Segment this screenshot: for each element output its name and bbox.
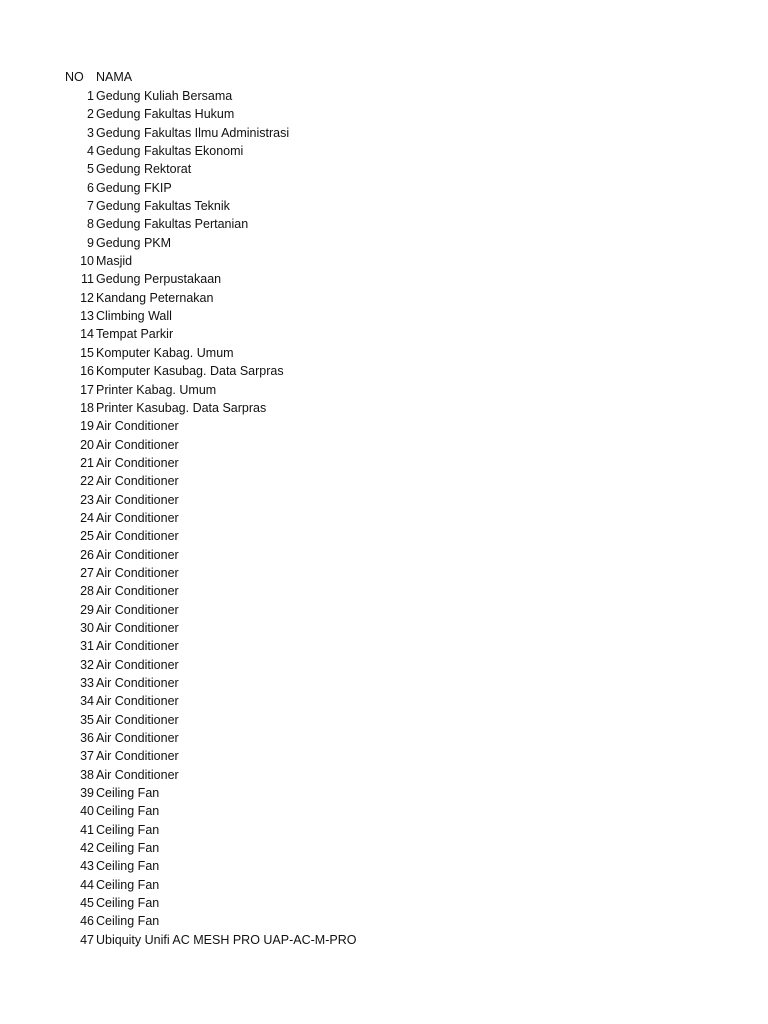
row-number: 45: [80, 896, 94, 911]
row-name: Air Conditioner: [96, 437, 179, 452]
table-row: [0, 729, 768, 747]
table-row: [0, 362, 768, 380]
row-name: Air Conditioner: [96, 602, 179, 617]
row-number: 12: [80, 290, 94, 305]
table-row: [0, 344, 768, 362]
table-row: [0, 399, 768, 417]
row-number: 33: [80, 676, 94, 690]
table-row: [0, 509, 768, 527]
table-row: [0, 674, 768, 692]
row-number: 19: [80, 419, 94, 434]
table-body: [0, 87, 768, 949]
row-name: Gedung Fakultas Teknik: [96, 199, 230, 214]
row-number: 4: [87, 144, 94, 159]
table-row: [0, 417, 768, 435]
row-number: 47: [80, 932, 94, 947]
row-number: 38: [80, 767, 94, 782]
table-header: [0, 68, 768, 87]
table-row: [0, 179, 768, 197]
table-row: [0, 215, 768, 233]
row-name: Gedung Fakultas Ilmu Administrasi: [96, 125, 290, 140]
table-row: [0, 931, 768, 949]
table-row: [0, 270, 768, 288]
row-name: Air Conditioner: [96, 529, 179, 544]
row-number: 34: [80, 694, 94, 709]
inventory-table: [0, 68, 768, 949]
row-number: 39: [80, 786, 94, 801]
row-number: 21: [80, 455, 94, 470]
row-number: 40: [80, 804, 94, 819]
row-name: Ceiling Fan: [96, 896, 160, 911]
table-row: [0, 656, 768, 674]
row-name: Kandang Peternakan: [96, 290, 214, 305]
row-number: 42: [80, 841, 94, 856]
row-number: 41: [80, 822, 94, 837]
row-name: Air Conditioner: [96, 492, 179, 507]
row-name: Air Conditioner: [96, 639, 179, 654]
row-name: Ubiquity Unifi AC MESH PRO UAP-AC-M-PRO: [96, 932, 357, 947]
table-row: [0, 784, 768, 802]
table-row: [0, 472, 768, 490]
table-row: [0, 454, 768, 472]
row-number: 15: [80, 345, 94, 360]
table-row: [0, 289, 768, 307]
table-row: [0, 601, 768, 619]
row-name: Tempat Parkir: [96, 327, 174, 342]
table-row: [0, 124, 768, 142]
table-row: [0, 747, 768, 765]
header-no: NO: [65, 70, 84, 84]
row-number: 17: [80, 382, 94, 397]
row-number: 20: [80, 437, 94, 452]
row-name: Printer Kasubag. Data Sarpras: [96, 400, 267, 415]
table-row: [0, 325, 768, 343]
row-number: 26: [80, 547, 94, 562]
table-row: [0, 160, 768, 178]
row-number: 11: [81, 272, 94, 287]
row-number: 13: [80, 309, 94, 324]
row-number: 30: [80, 620, 94, 635]
table-row: [0, 894, 768, 912]
row-number: 27: [80, 565, 94, 580]
row-name: Air Conditioner: [96, 620, 179, 635]
table-row: [0, 87, 768, 105]
table-row: [0, 692, 768, 710]
row-name: Gedung Kuliah Bersama: [96, 89, 233, 103]
row-number: 28: [80, 584, 94, 599]
row-name: Gedung Fakultas Hukum: [96, 107, 235, 122]
row-name: Masjid: [96, 254, 133, 269]
row-name: Ceiling Fan: [96, 877, 160, 892]
row-number: 32: [80, 657, 94, 672]
row-name: Air Conditioner: [96, 565, 179, 580]
table-row: [0, 619, 768, 637]
table-row: [0, 252, 768, 270]
table-row: [0, 307, 768, 325]
table-row: [0, 234, 768, 252]
row-number: 9: [87, 235, 94, 250]
table-row: [0, 436, 768, 454]
table-row: [0, 381, 768, 399]
row-number: 44: [80, 877, 94, 892]
row-number: 10: [80, 254, 94, 269]
row-name: Komputer Kabag. Umum: [96, 345, 234, 360]
row-number: 5: [87, 162, 94, 177]
row-number: 43: [80, 859, 94, 874]
row-number: 35: [80, 712, 94, 727]
row-number: 37: [80, 749, 94, 764]
header-nama: NAMA: [96, 70, 133, 84]
table-row: [0, 105, 768, 123]
row-number: 8: [87, 217, 94, 232]
table-row: [0, 142, 768, 160]
row-name: Ceiling Fan: [96, 859, 160, 874]
table-row: [0, 802, 768, 820]
row-name: Air Conditioner: [96, 455, 179, 470]
row-name: Climbing Wall: [96, 309, 172, 324]
row-name: Ceiling Fan: [96, 804, 160, 819]
row-name: Air Conditioner: [96, 547, 179, 562]
table-row: [0, 197, 768, 215]
row-number: 3: [87, 125, 94, 140]
row-name: Air Conditioner: [96, 712, 179, 727]
row-number: 23: [80, 492, 94, 507]
row-number: 18: [80, 400, 94, 415]
row-name: Air Conditioner: [96, 657, 179, 672]
row-name: Air Conditioner: [96, 419, 179, 434]
row-number: 31: [80, 639, 94, 654]
row-number: 36: [80, 731, 94, 746]
table-row: [0, 527, 768, 545]
row-name: Gedung FKIP: [96, 180, 172, 195]
table-row: [0, 564, 768, 582]
row-name: Air Conditioner: [96, 767, 179, 782]
row-name: Air Conditioner: [96, 731, 179, 746]
table-row: [0, 839, 768, 857]
row-name: Printer Kabag. Umum: [96, 382, 217, 397]
row-name: Air Conditioner: [96, 676, 179, 690]
row-name: Ceiling Fan: [96, 841, 160, 856]
row-name: Air Conditioner: [96, 694, 179, 709]
row-number: 22: [80, 474, 94, 489]
row-name: Gedung Fakultas Pertanian: [96, 217, 249, 232]
table-row: [0, 711, 768, 729]
table-row: [0, 546, 768, 564]
table-row: [0, 876, 768, 894]
table-row: [0, 821, 768, 839]
row-name: Air Conditioner: [96, 510, 179, 525]
row-name: Ceiling Fan: [96, 914, 160, 929]
row-number: 29: [80, 602, 94, 617]
table-row: [0, 491, 768, 509]
row-number: 46: [80, 914, 94, 929]
table-row: [0, 857, 768, 875]
row-name: Gedung PKM: [96, 235, 172, 250]
table-row: [0, 766, 768, 784]
row-number: 16: [80, 364, 94, 379]
row-name: Gedung Fakultas Ekonomi: [96, 144, 244, 159]
row-number: 24: [80, 510, 94, 525]
row-name: Air Conditioner: [96, 474, 179, 489]
row-number: 25: [80, 529, 94, 544]
table-row: [0, 582, 768, 600]
row-name: Ceiling Fan: [96, 822, 160, 837]
row-number: 6: [87, 180, 94, 195]
row-name: Gedung Perpustakaan: [96, 272, 222, 287]
row-number: 7: [87, 199, 94, 214]
row-name: Air Conditioner: [96, 584, 179, 599]
table-row: [0, 912, 768, 930]
row-name: Gedung Rektorat: [96, 162, 192, 177]
table-row: [0, 637, 768, 655]
row-name: Komputer Kasubag. Data Sarpras: [96, 364, 284, 379]
row-name: Ceiling Fan: [96, 786, 160, 801]
row-number: 14: [80, 327, 94, 342]
row-number: 1: [87, 89, 94, 103]
row-number: 2: [87, 107, 94, 122]
row-name: Air Conditioner: [96, 749, 179, 764]
